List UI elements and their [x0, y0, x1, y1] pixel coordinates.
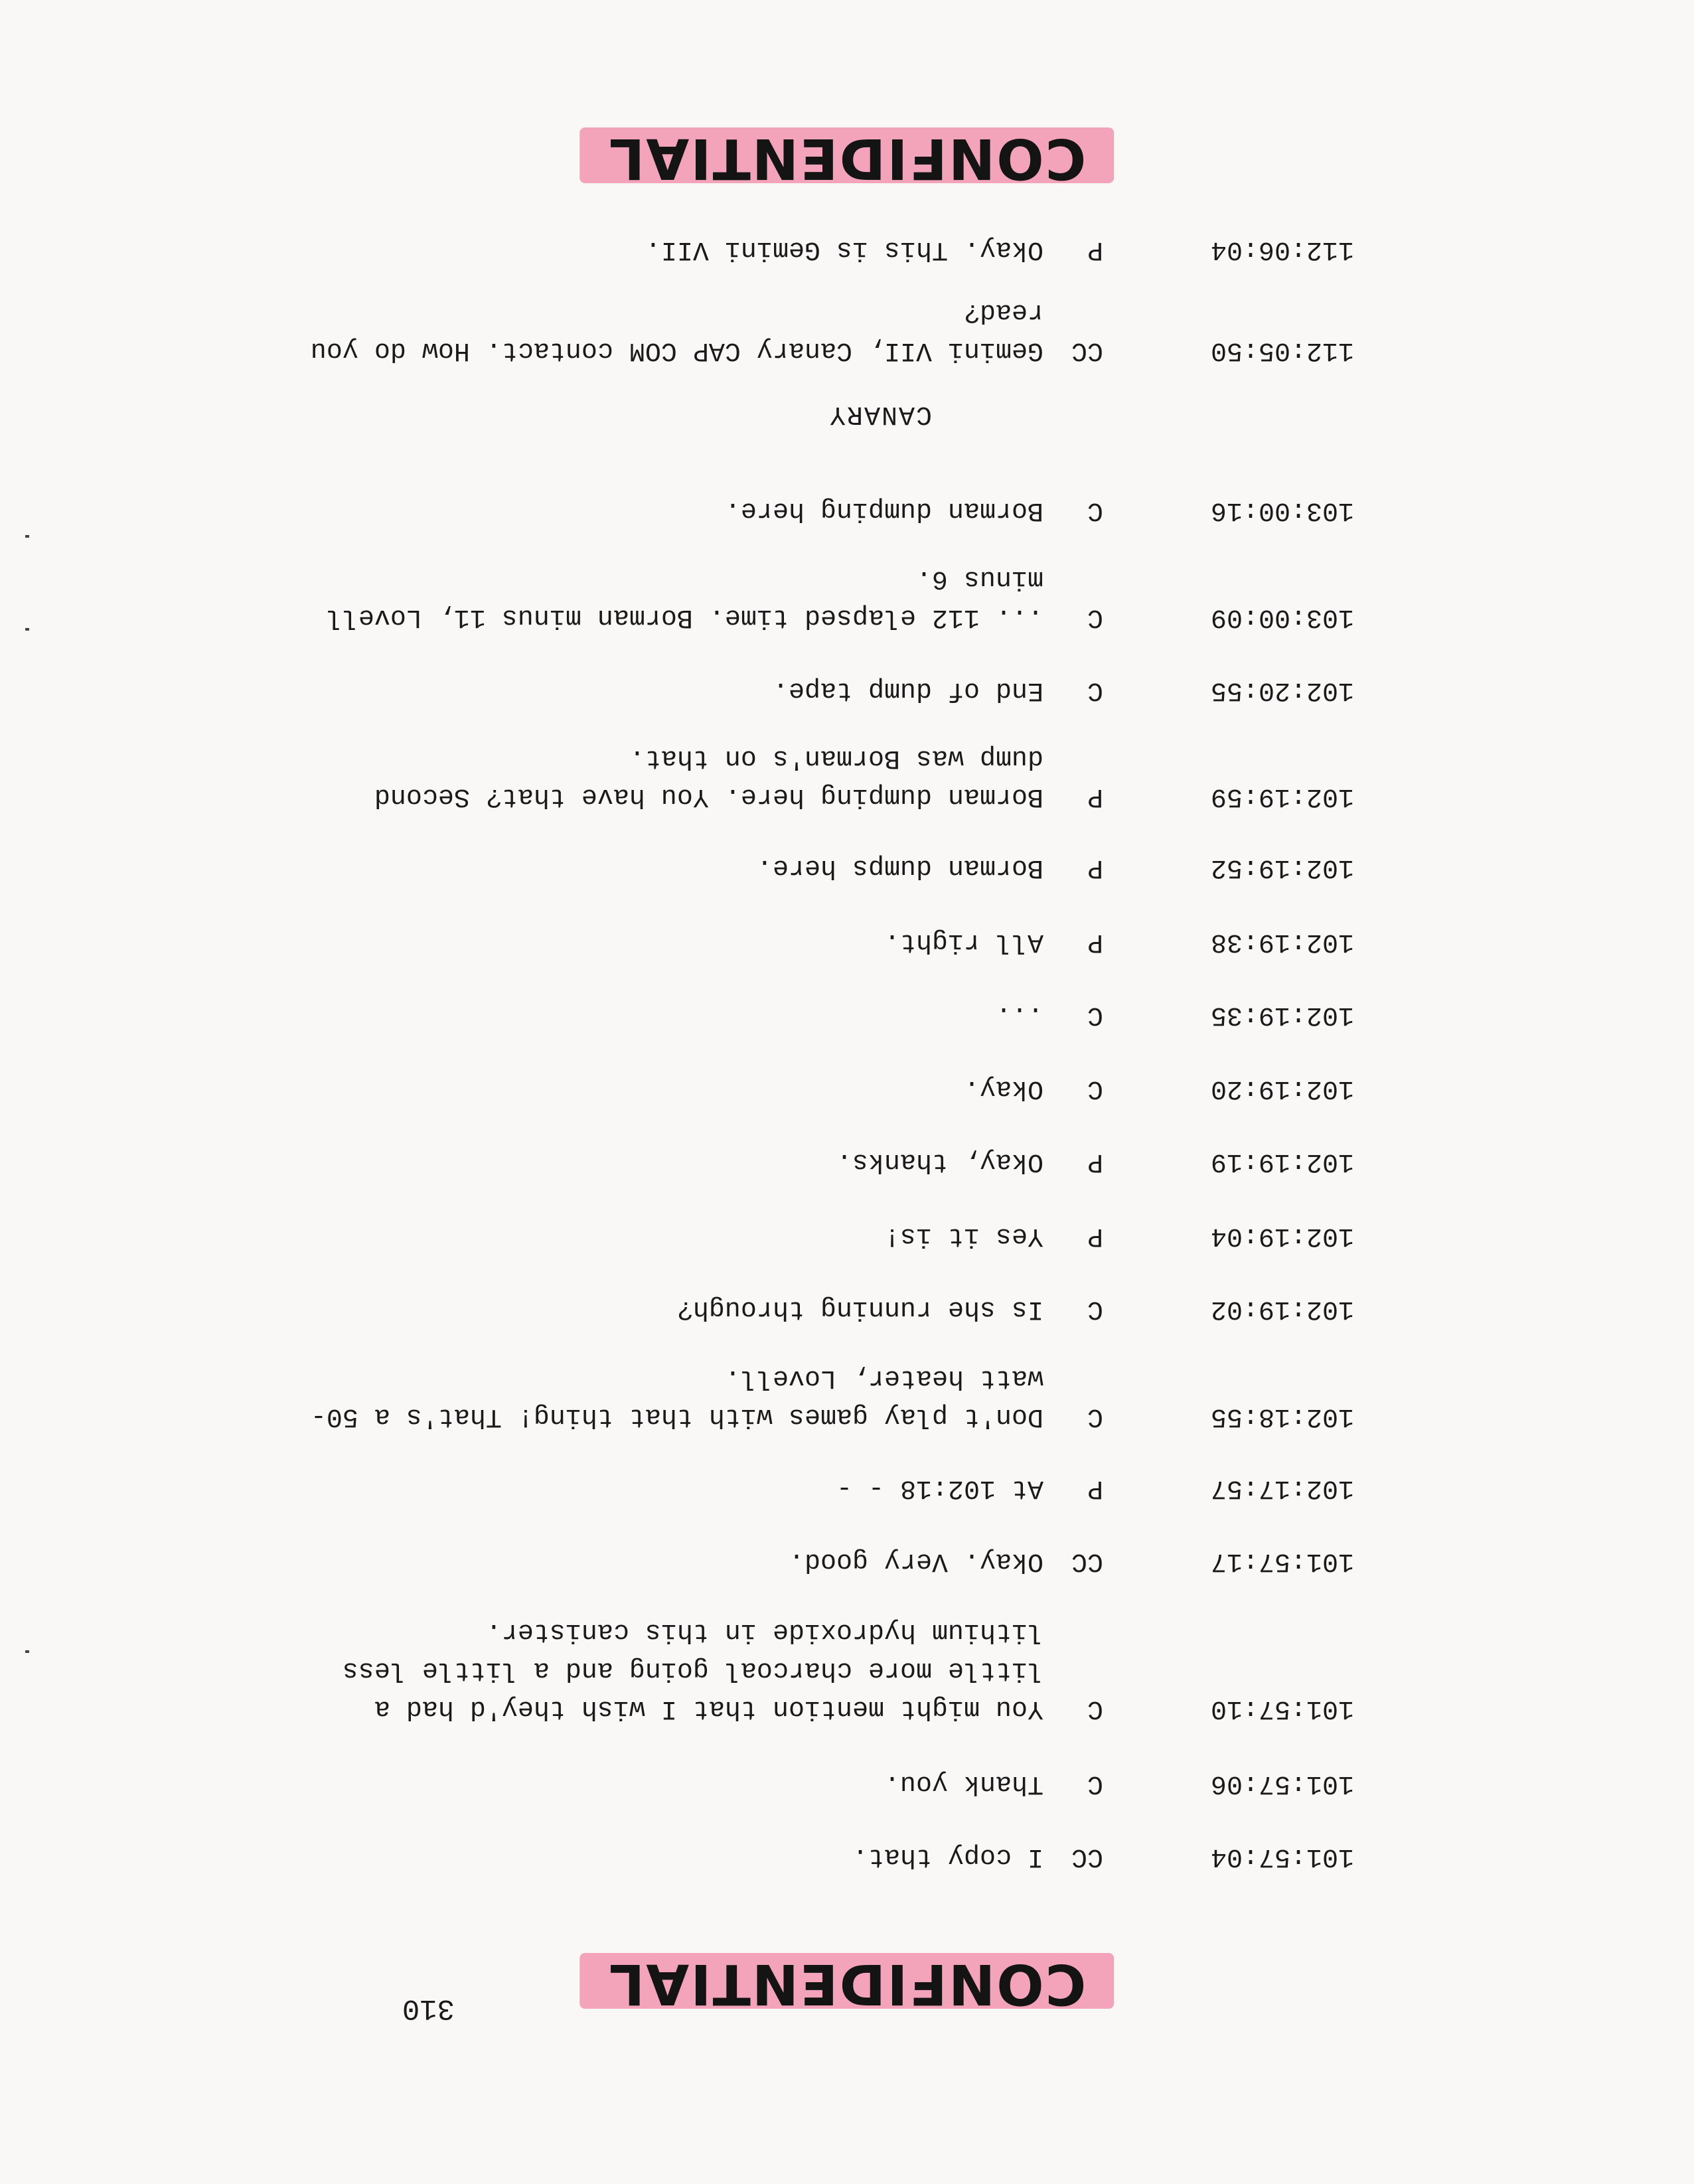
entry-time: 112:05:50	[1210, 335, 1354, 365]
entry-time: 102:19:20	[1210, 1073, 1354, 1103]
entry-text: Borman dumping here.	[724, 495, 1043, 525]
entry-time: 101:57:06	[1210, 1768, 1354, 1798]
entry-speaker: C	[1087, 602, 1103, 632]
entry-text: I copy that.	[852, 1841, 1043, 1871]
entry-time: 103:00:09	[1210, 602, 1354, 632]
page-number: 310	[402, 1991, 455, 2025]
entry-speaker: P	[1087, 852, 1103, 882]
entry-time: 103:00:16	[1210, 495, 1354, 525]
entry-speaker: P	[1087, 1146, 1103, 1176]
entry-time: 102:19:19	[1210, 1146, 1354, 1176]
entry-speaker: C	[1087, 1294, 1103, 1324]
entry-text: Yes it is!	[884, 1221, 1043, 1251]
entry-text: ...	[995, 1000, 1043, 1030]
entry-time: 101:57:10	[1210, 1693, 1354, 1723]
entry-text: ... 112 elapsed time. Borman minus 11, Lovell minus 6.	[326, 564, 1043, 632]
entry-speaker: CC	[1071, 335, 1103, 365]
entry-speaker: P	[1087, 1473, 1103, 1503]
entry-speaker: C	[1087, 1693, 1103, 1723]
entry-time: 101:57:17	[1210, 1546, 1354, 1576]
entry-time: 102:18:55	[1210, 1401, 1354, 1431]
entry-speaker: C	[1087, 675, 1103, 705]
entry-speaker: P	[1087, 781, 1103, 811]
entry-speaker: C	[1087, 1401, 1103, 1431]
entry-text: Okay.	[963, 1073, 1043, 1103]
entry-speaker: P	[1087, 1221, 1103, 1251]
entry-speaker: P	[1087, 234, 1103, 264]
entry-time: 101:57:04	[1210, 1841, 1354, 1871]
entry-speaker: CC	[1071, 1841, 1103, 1871]
entry-speaker: C	[1087, 1073, 1103, 1103]
entry-time: 102:19:52	[1210, 852, 1354, 882]
confidential-stamp-text: CONFIDENTIAL	[589, 1948, 1105, 2021]
entry-speaker: C	[1087, 495, 1103, 525]
entry-text: Borman dumping here. You have that? Second dump was Borman's on that.	[374, 743, 1043, 811]
entry-time: 102:19:38	[1210, 927, 1354, 957]
entry-text: Don't play games with that thing! That's a 50- watt heater, Lovell.	[310, 1363, 1043, 1431]
entry-time: 102:19:59	[1210, 781, 1354, 811]
entry-text: Borman dumps here.	[756, 852, 1043, 882]
entry-text: Okay, thanks.	[836, 1146, 1043, 1176]
entry-text: End of dump tape.	[772, 675, 1043, 705]
entry-time: 102:20:55	[1210, 675, 1354, 705]
entry-text: At 102:18 - -	[836, 1473, 1043, 1503]
entry-text: Okay. Very good.	[788, 1546, 1043, 1576]
entry-time: 102:17:57	[1210, 1473, 1354, 1503]
entry-speaker: P	[1087, 927, 1103, 957]
entry-text: Is she running through?	[676, 1294, 1043, 1324]
entry-text: Okay. This is Gemini VII.	[645, 234, 1043, 264]
entry-speaker: C	[1087, 1768, 1103, 1798]
margin-mark	[25, 1650, 29, 1653]
confidential-stamp-text: CONFIDENTIAL	[589, 122, 1105, 195]
section-heading: CANARY	[828, 399, 932, 429]
margin-mark	[25, 628, 29, 631]
entry-time: 102:19:04	[1210, 1221, 1354, 1251]
entry-text: Gemini VII, Canary CAP COM contact. How do you read?	[310, 297, 1043, 365]
entry-text: You might mention that I wish they'd had a little more charcoal going and a little less lithium hydroxide in this canister.	[342, 1616, 1043, 1723]
entry-time: 102:19:35	[1210, 1000, 1354, 1030]
entry-text: All right.	[884, 927, 1043, 957]
entry-speaker: CC	[1071, 1546, 1103, 1576]
entry-time: 102:19:02	[1210, 1294, 1354, 1324]
entry-text: Thank you.	[884, 1768, 1043, 1798]
entry-time: 112:06:04	[1210, 234, 1354, 264]
entry-speaker: C	[1087, 1000, 1103, 1030]
margin-mark	[25, 535, 29, 538]
